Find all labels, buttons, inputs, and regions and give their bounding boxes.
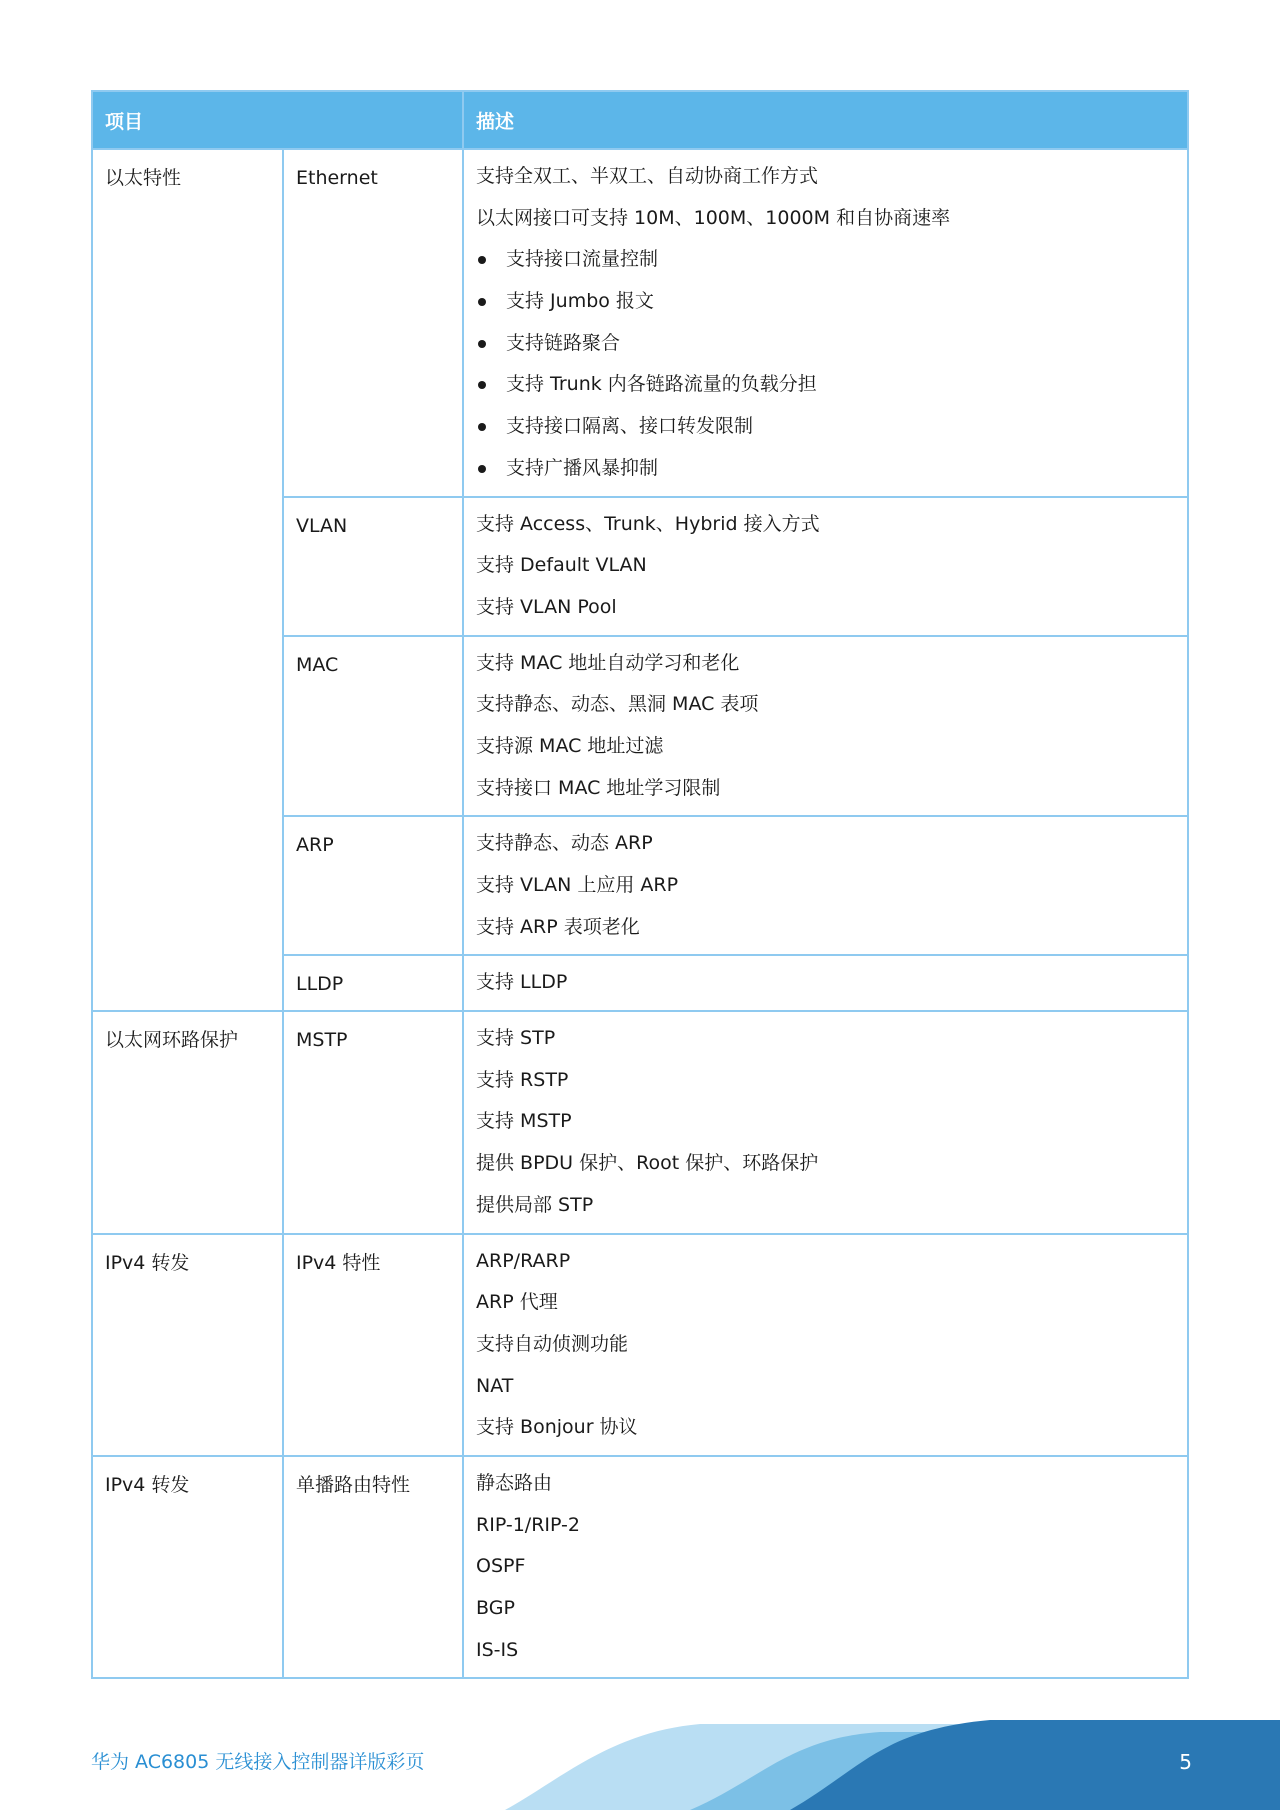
item-label: 单播路由特性 [296, 1473, 411, 1496]
table-row [92, 149, 1188, 497]
page-number: 5 [1179, 1750, 1192, 1774]
category-label: IPv4 转发 [105, 1251, 190, 1274]
description-line: 以太网接口可支持 10M、100M、1000M 和自协商速率 [476, 206, 951, 229]
description-cell [463, 1234, 1188, 1456]
description-line: 支持 MSTP [476, 1110, 572, 1133]
item-cell [283, 1456, 463, 1678]
description-line: 支持源 MAC 地址过滤 [476, 734, 664, 757]
description-line: 支持静态、动态、黑洞 MAC 表项 [476, 693, 759, 716]
description-line: 支持静态、动态 ARP [476, 832, 653, 855]
item-label: VLAN [296, 514, 348, 537]
description-bullet-item: 支持链路聚合 [476, 323, 1175, 365]
table-row [92, 1456, 1188, 1678]
description-line: 支持全双工、半双工、自动协商工作方式 [476, 165, 819, 187]
description-bullet-item: 支持接口流量控制 [476, 239, 1175, 281]
description-line: 支持 Access、Trunk、Hybrid 接入方式 [476, 512, 820, 535]
description-line: 支持 LLDP [476, 971, 568, 994]
description-cell [463, 955, 1188, 1011]
description-bullet-item: 支持接口隔离、接口转发限制 [476, 406, 1175, 448]
description-line: 支持 VLAN 上应用 ARP [476, 874, 679, 896]
item-label: IPv4 特性 [296, 1251, 381, 1274]
item-cell [283, 816, 463, 955]
description-bullet-item: 支持广播风暴抑制 [476, 448, 1175, 490]
description-line: BGP [476, 1597, 515, 1619]
description-line: 静态路由 [476, 1471, 553, 1494]
description-line: RIP-1/RIP-2 [476, 1513, 580, 1536]
description-line: 提供 BPDU 保护、Root 保护、环路保护 [476, 1152, 819, 1175]
category-label: IPv4 转发 [105, 1473, 190, 1496]
description-cell [463, 149, 1188, 497]
item-cell [283, 497, 463, 636]
item-cell [283, 149, 463, 497]
description-cell [463, 497, 1188, 636]
description-line: 支持 VLAN Pool [476, 595, 617, 618]
header-item: 项目 [92, 91, 463, 149]
description-line: 支持 STP [476, 1027, 556, 1050]
description-line: 支持 RSTP [476, 1068, 569, 1091]
description-cell [463, 1011, 1188, 1233]
item-cell [283, 1011, 463, 1233]
category-label: 以太特性 [105, 167, 182, 189]
description-bullet-item: 支持 Jumbo 报文 [476, 281, 1175, 323]
item-label: ARP [296, 834, 334, 857]
description-line: 支持 Bonjour 协议 [476, 1416, 638, 1439]
category-cell [92, 149, 283, 1011]
description-cell [463, 636, 1188, 817]
category-cell [92, 1456, 283, 1678]
item-cell [283, 1234, 463, 1456]
table-body [92, 149, 1188, 1678]
item-cell [283, 955, 463, 1011]
description-line: ARP 代理 [476, 1291, 558, 1314]
description-cell [463, 816, 1188, 955]
category-label: 以太网环路保护 [105, 1029, 239, 1052]
category-cell [92, 1011, 283, 1233]
item-label: MAC [296, 653, 339, 676]
item-label: MSTP [296, 1029, 348, 1052]
item-label: Ethernet [296, 167, 378, 189]
description-bullet-item: 支持 Trunk 内各链路流量的负载分担 [476, 364, 1175, 406]
description-line: 支持自动侦测功能 [476, 1332, 629, 1355]
description-line: OSPF [476, 1555, 526, 1578]
description-cell [463, 1456, 1188, 1678]
description-line: IS-IS [476, 1638, 519, 1661]
header-description: 描述 [463, 91, 1188, 149]
footer-title: 华为 AC6805 无线接入控制器详版彩页 [91, 1751, 425, 1773]
description-line: 支持接口 MAC 地址学习限制 [476, 776, 721, 799]
description-line: 支持 MAC 地址自动学习和老化 [476, 651, 740, 674]
category-cell [92, 1234, 283, 1456]
spec-table [91, 90, 1189, 1679]
description-line: 支持 ARP 表项老化 [476, 915, 640, 938]
table-header-row [92, 91, 1188, 149]
table-row [92, 1011, 1188, 1233]
description-line: NAT [476, 1374, 514, 1397]
table-row [92, 1234, 1188, 1456]
description-line: ARP/RARP [476, 1249, 571, 1272]
item-cell [283, 636, 463, 817]
description-line: 支持 Default VLAN [476, 554, 647, 577]
item-label: LLDP [296, 973, 344, 996]
description-line: 提供局部 STP [476, 1193, 594, 1216]
